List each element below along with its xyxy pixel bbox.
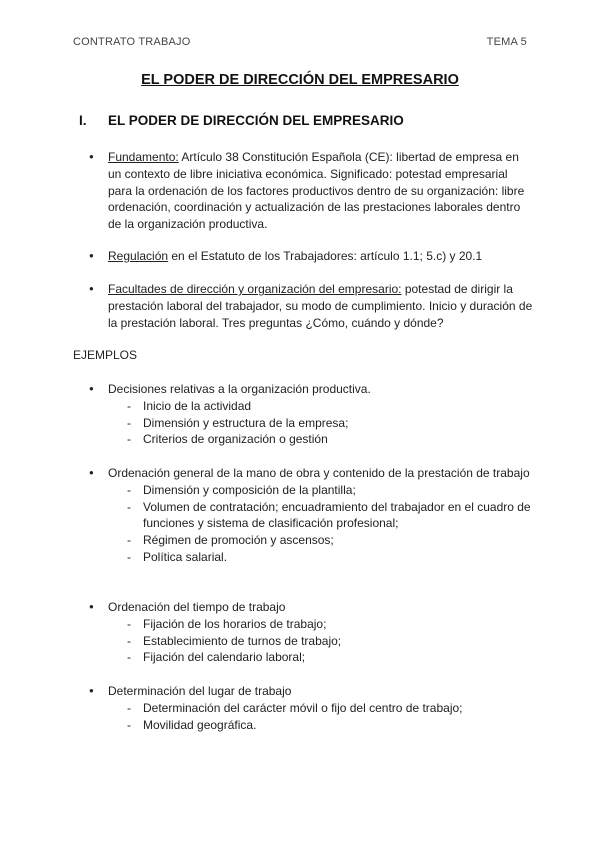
section-title: EL PODER DE DIRECCIÓN DEL EMPRESARIO	[108, 113, 404, 128]
point-text: potestad de dirigir la prestación laboral del trabajador, su modo de cumplimiento. Inicio y duración de la prestación laboral. Tres preguntas ¿Cómo, cuándo y dónde?	[108, 282, 533, 330]
list-item	[73, 599, 533, 666]
list-item	[73, 683, 533, 733]
sub-item: - Fijación de los horarios de trabajo;	[73, 616, 533, 633]
example-group-3	[73, 599, 533, 666]
point-label: Facultades de dirección y organización del empresario:	[108, 282, 402, 296]
point-text: en el Estatuto de los Trabajadores: artículo 1.1; 5.c) y 20.1	[168, 249, 483, 263]
sub-item: - Dimensión y composición de la plantilla;	[73, 482, 533, 499]
list-item	[73, 248, 533, 265]
sub-item: - Determinación del carácter móvil o fijo del centro de trabajo;	[73, 700, 533, 717]
sub-item: - Volumen de contratación; encuadramiento del trabajador en el cuadro de funciones y sistema de clasificación profesional;	[73, 499, 533, 533]
example-group-2	[73, 465, 533, 566]
sub-item: - Política salarial.	[73, 549, 533, 566]
point-label: Fundamento:	[108, 150, 179, 164]
section-number: I.	[79, 113, 87, 128]
sub-item: - Inicio de la actividad	[73, 398, 533, 415]
sub-item: - Dimensión y estructura de la empresa;	[73, 415, 533, 432]
point-fundamento	[73, 149, 533, 233]
sub-item: - Movilidad geográfica.	[73, 717, 533, 734]
point-text: Artículo 38 Constitución Española (CE): libertad de empresa en un contexto de libre iniciativa económica. Significado: potestad empresarial para la ordenación de los factores productivos dentro de su organización: libre ordenación, coordinación y actualización de las prestaciones laborales dentro de la organización productiva.	[108, 150, 525, 232]
section-heading	[79, 113, 404, 128]
sub-item: - Criterios de organización o gestión	[73, 431, 533, 448]
point-facultades	[73, 281, 533, 331]
list-item	[73, 149, 533, 233]
example-text: Ordenación general de la mano de obra y contenido de la prestación de trabajo	[108, 466, 530, 480]
point-regulacion	[73, 248, 533, 265]
list-item	[73, 465, 533, 566]
list-item	[73, 281, 533, 331]
sub-item: - Establecimiento de turnos de trabajo;	[73, 633, 533, 650]
example-group-1	[73, 381, 533, 448]
example-text: Ordenación del tiempo de trabajo	[108, 600, 286, 614]
example-text: Decisiones relativas a la organización productiva.	[108, 382, 371, 396]
list-item	[73, 381, 533, 448]
sub-item: - Fijación del calendario laboral;	[73, 649, 533, 666]
sub-item: - Régimen de promoción y ascensos;	[73, 532, 533, 549]
example-text: Determinación del lugar de trabajo	[108, 684, 292, 698]
point-label: Regulación	[108, 249, 169, 263]
header-right: TEMA 5	[486, 36, 527, 48]
example-group-4	[73, 683, 533, 733]
page-title: EL PODER DE DIRECCIÓN DEL EMPRESARIO	[141, 72, 459, 88]
header-left: CONTRATO TRABAJO	[73, 36, 191, 48]
examples-heading: EJEMPLOS	[73, 348, 138, 362]
